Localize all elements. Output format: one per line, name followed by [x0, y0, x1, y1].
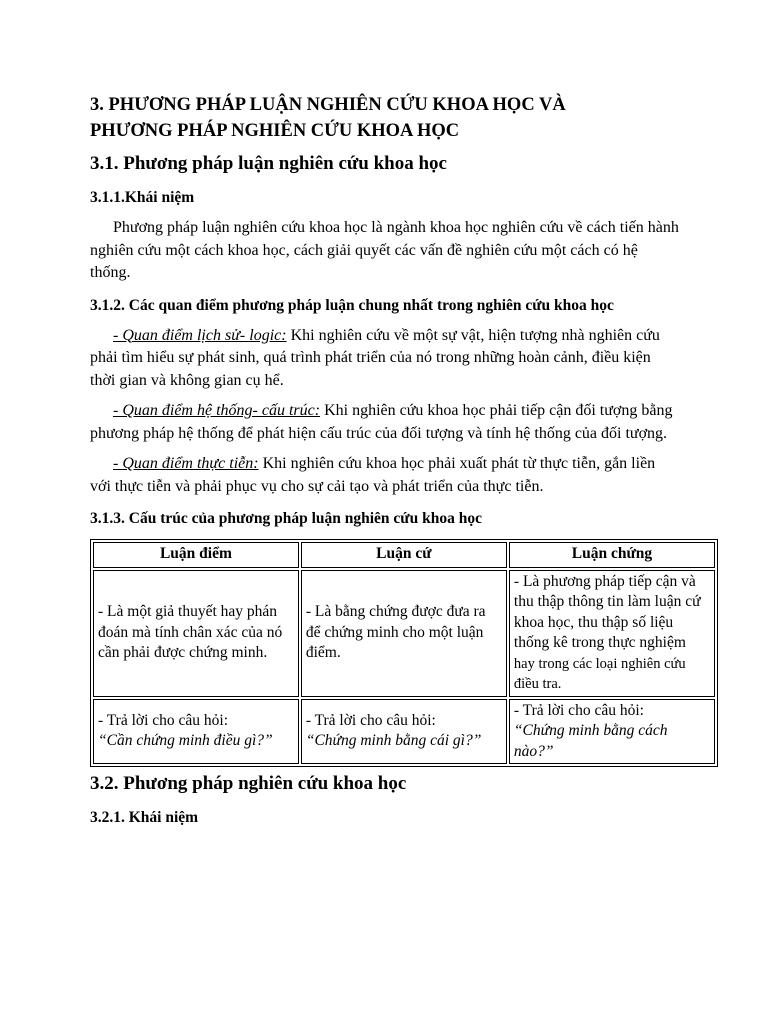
- cell-text: - Trả lời cho câu hỏi:: [305, 711, 436, 729]
- viewpoint-history-logic: [90, 325, 680, 393]
- section-3-1-3-heading: 3.1.3. Cấu trúc của phương pháp luận nghiên cứu khoa học: [90, 510, 482, 527]
- viewpoint-label: - Quan điểm thực tiễn:: [113, 455, 259, 472]
- cell-question: “Cần chứng minh điều gì?”: [98, 732, 273, 750]
- table-row: [93, 699, 715, 765]
- section-3-2-heading: 3.2. Phương pháp nghiên cứu khoa học: [90, 773, 407, 794]
- table-header-cell: Luận chứng: [509, 542, 715, 568]
- viewpoint-practice: [90, 453, 680, 498]
- chapter-title: [90, 92, 680, 144]
- viewpoint-system-structure: [90, 400, 680, 445]
- table-cell: [93, 699, 299, 765]
- viewpoint-text: Khi nghiên cứu khoa học phải xuất phát từ thực tiễn, gắn liền với thực tiễn và phải phục vụ cho sự cải tạo và phát triển của thực tiễn.: [90, 455, 656, 495]
- table-cell: [509, 570, 715, 697]
- viewpoint-label: - Quan điểm lịch sử- logic:: [113, 326, 287, 344]
- section-3-1-1-heading: 3.1.1.Khái niệm: [90, 189, 195, 206]
- viewpoint-text: Khi nghiên cứu khoa học phải tiếp cận đối tượng bằng phương pháp hệ thống để phát hiện cấu trúc của đối tượng và tính hệ thống của đối tượng.: [90, 402, 673, 442]
- cell-text: - Trả lời cho câu hỏi:: [513, 701, 644, 719]
- cell-question: “Chứng minh bằng cái gì?”: [305, 732, 482, 750]
- table-cell: [509, 699, 715, 765]
- section-3-1-heading: 3.1. Phương pháp luận nghiên cứu khoa học: [90, 153, 447, 174]
- table-row: [93, 570, 715, 697]
- structure-table: [90, 539, 718, 767]
- table-header-row: [93, 542, 715, 568]
- chapter-title-line2: PHƯƠNG PHÁP NGHIÊN CỨU KHOA HỌC: [90, 121, 460, 141]
- section-3-1-2-heading: 3.1.2. Các quan điểm phương pháp luận chung nhất trong nghiên cứu khoa học: [90, 296, 614, 314]
- cell-text: - Là phương pháp tiếp cận và thu thập thông tin làm luận cứ khoa học, thu thập số liệu thống kê trong thực nghiệm: [513, 572, 701, 651]
- viewpoint-label: - Quan điểm hệ thống- cấu trúc:: [113, 402, 321, 419]
- document-content: [90, 92, 701, 829]
- section-3-1-1-paragraph: Phương pháp luận nghiên cứu khoa học là ngành khoa học nghiên cứu về cách tiến hành nghiên cứu một cách khoa học, cách giải quyết các vấn đề nghiên cứu một cách có hệ thống.: [90, 219, 679, 281]
- table-header-cell: Luận cứ: [301, 542, 507, 568]
- table-header-cell: Luận điểm: [93, 542, 299, 568]
- cell-text-small: hay trong các loại nghiên cứu điều tra.: [513, 655, 686, 692]
- viewpoint-text: Khi nghiên cứu về một sự vật, hiện tượng nhà nghiên cứu phải tìm hiểu sự phát sinh, quá trình phát triển của nó trong những hoàn cảnh, điều kiện thời gian và không gian cụ hể.: [90, 326, 660, 389]
- cell-text: - Trả lời cho câu hỏi:: [98, 711, 229, 729]
- table-cell: - Là bằng chứng được đưa ra để chứng minh cho một luận điểm.: [301, 570, 507, 697]
- chapter-title-line1: 3. PHƯƠNG PHÁP LUẬN NGHIÊN CỨU KHOA HỌC VÀ: [90, 95, 566, 115]
- table-cell: [301, 699, 507, 765]
- table-cell: - Là một giả thuyết hay phán đoán mà tính chân xác của nó cần phải được chứng minh.: [93, 570, 299, 697]
- section-3-2-1-heading: 3.2.1. Khái niệm: [90, 809, 199, 826]
- cell-question: “Chứng minh bằng cách nào?”: [513, 722, 668, 760]
